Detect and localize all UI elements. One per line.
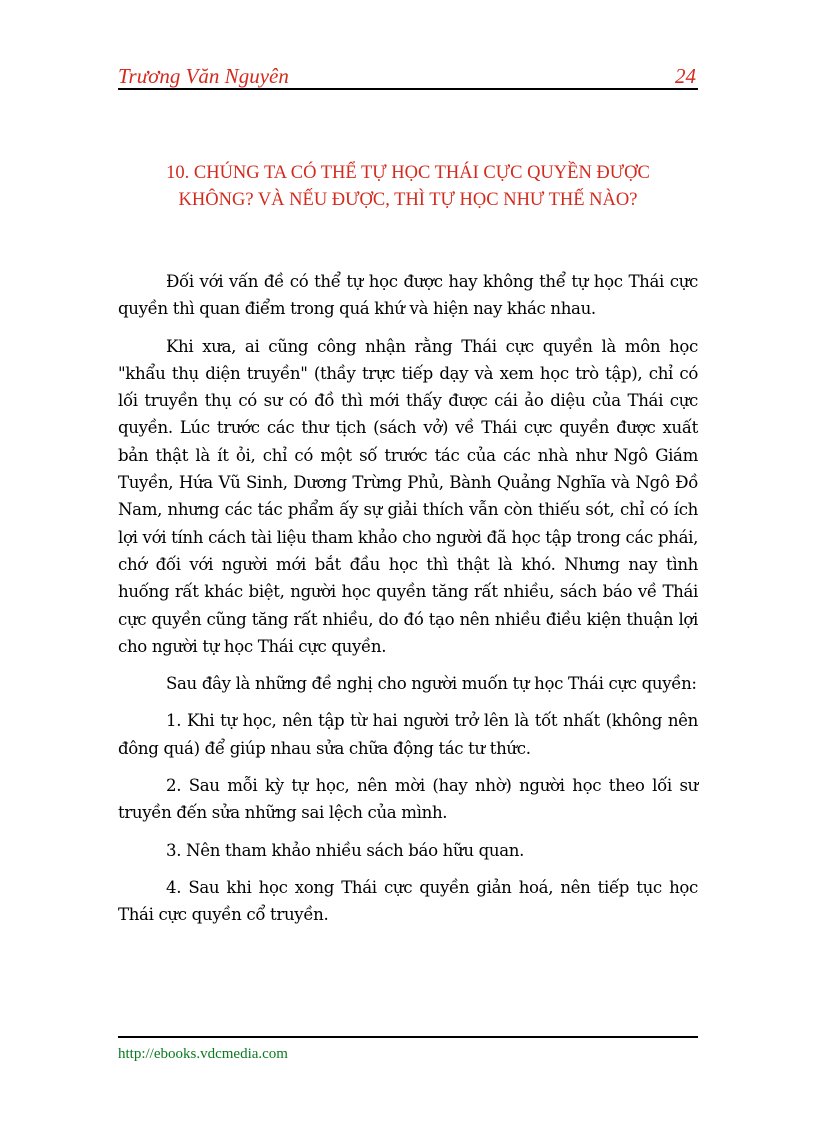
paragraph: Khi xưa, ai cũng công nhận rằng Thái cực quyền là môn học "khẩu thụ diện truyền" (thầy trực tiếp dạy và xem học trò tập), chỉ có lối truyền thụ có sư có đồ thì mới thấy được cái ảo diệu của Thái cực quyền. Lúc trước các thư tịch (sách vở) về Thái cực quyền được xuất bản thật là ít ỏi, chỉ có một số trước tác của các nhà như Ngô Giám Tuyền, Hứa Vũ Sinh, Dương Trừng Phủ, Bành Quảng Nghĩa và Ngô Đồ Nam, nhưng các tác phẩm ấy sự giải thích vẫn còn thiếu sót, chỉ có ích lợi với tính cách tài liệu tham khảo cho người đã học tập trong các phái, chớ đối với người mới bắt đầu học thì thật là khó. Nhưng nay tình huống rất khác biệt, người học quyền tăng rất nhiều, sách báo về Thái cực quyền cũng tăng rất nhiều, do đó tạo nên nhiều điều kiện thuận lợi cho người tự học Thái cực quyền. xyxy=(118,336,698,656)
section-heading-line-1: 10. CHÚNG TA CÓ THỂ TỰ HỌC THÁI CỰC QUYỀN ĐƯỢC xyxy=(166,163,650,183)
section-heading xyxy=(118,160,698,214)
page-number: 24 xyxy=(675,64,696,88)
list-item: 2. Sau mỗi kỳ tự học, nên mời (hay nhờ) người học theo lối sư truyền đến sửa những sai lệch của mình. xyxy=(118,776,698,823)
paragraph: Sau đây là những đề nghị cho người muốn tự học Thái cực quyền: xyxy=(166,674,697,694)
page-footer xyxy=(118,1036,698,1062)
list-item: 1. Khi tự học, nên tập từ hai người trở lên là tốt nhất (không nên đông quá) để giúp nhau sửa chữa động tác tư thức. xyxy=(118,711,698,758)
footer-link[interactable]: http://ebooks.vdcmedia.com xyxy=(118,1046,288,1062)
header-author: Trương Văn Nguyên xyxy=(118,64,289,88)
section-heading-line-2: KHÔNG? VÀ NẾU ĐƯỢC, THÌ TỰ HỌC NHƯ THẾ NÀO? xyxy=(178,190,638,210)
list-item: 4. Sau khi học xong Thái cực quyền giản hoá, nên tiếp tục học Thái cực quyền cổ truyền. xyxy=(118,877,698,925)
page-header xyxy=(118,62,698,90)
body-text xyxy=(118,268,698,939)
list-item: 3. Nên tham khảo nhiều sách báo hữu quan. xyxy=(166,840,525,860)
paragraph: Đối với vấn đề có thể tự học được hay không thể tự học Thái cực quyền thì quan điểm trong quá khứ và hiện nay khác nhau. xyxy=(118,272,698,319)
